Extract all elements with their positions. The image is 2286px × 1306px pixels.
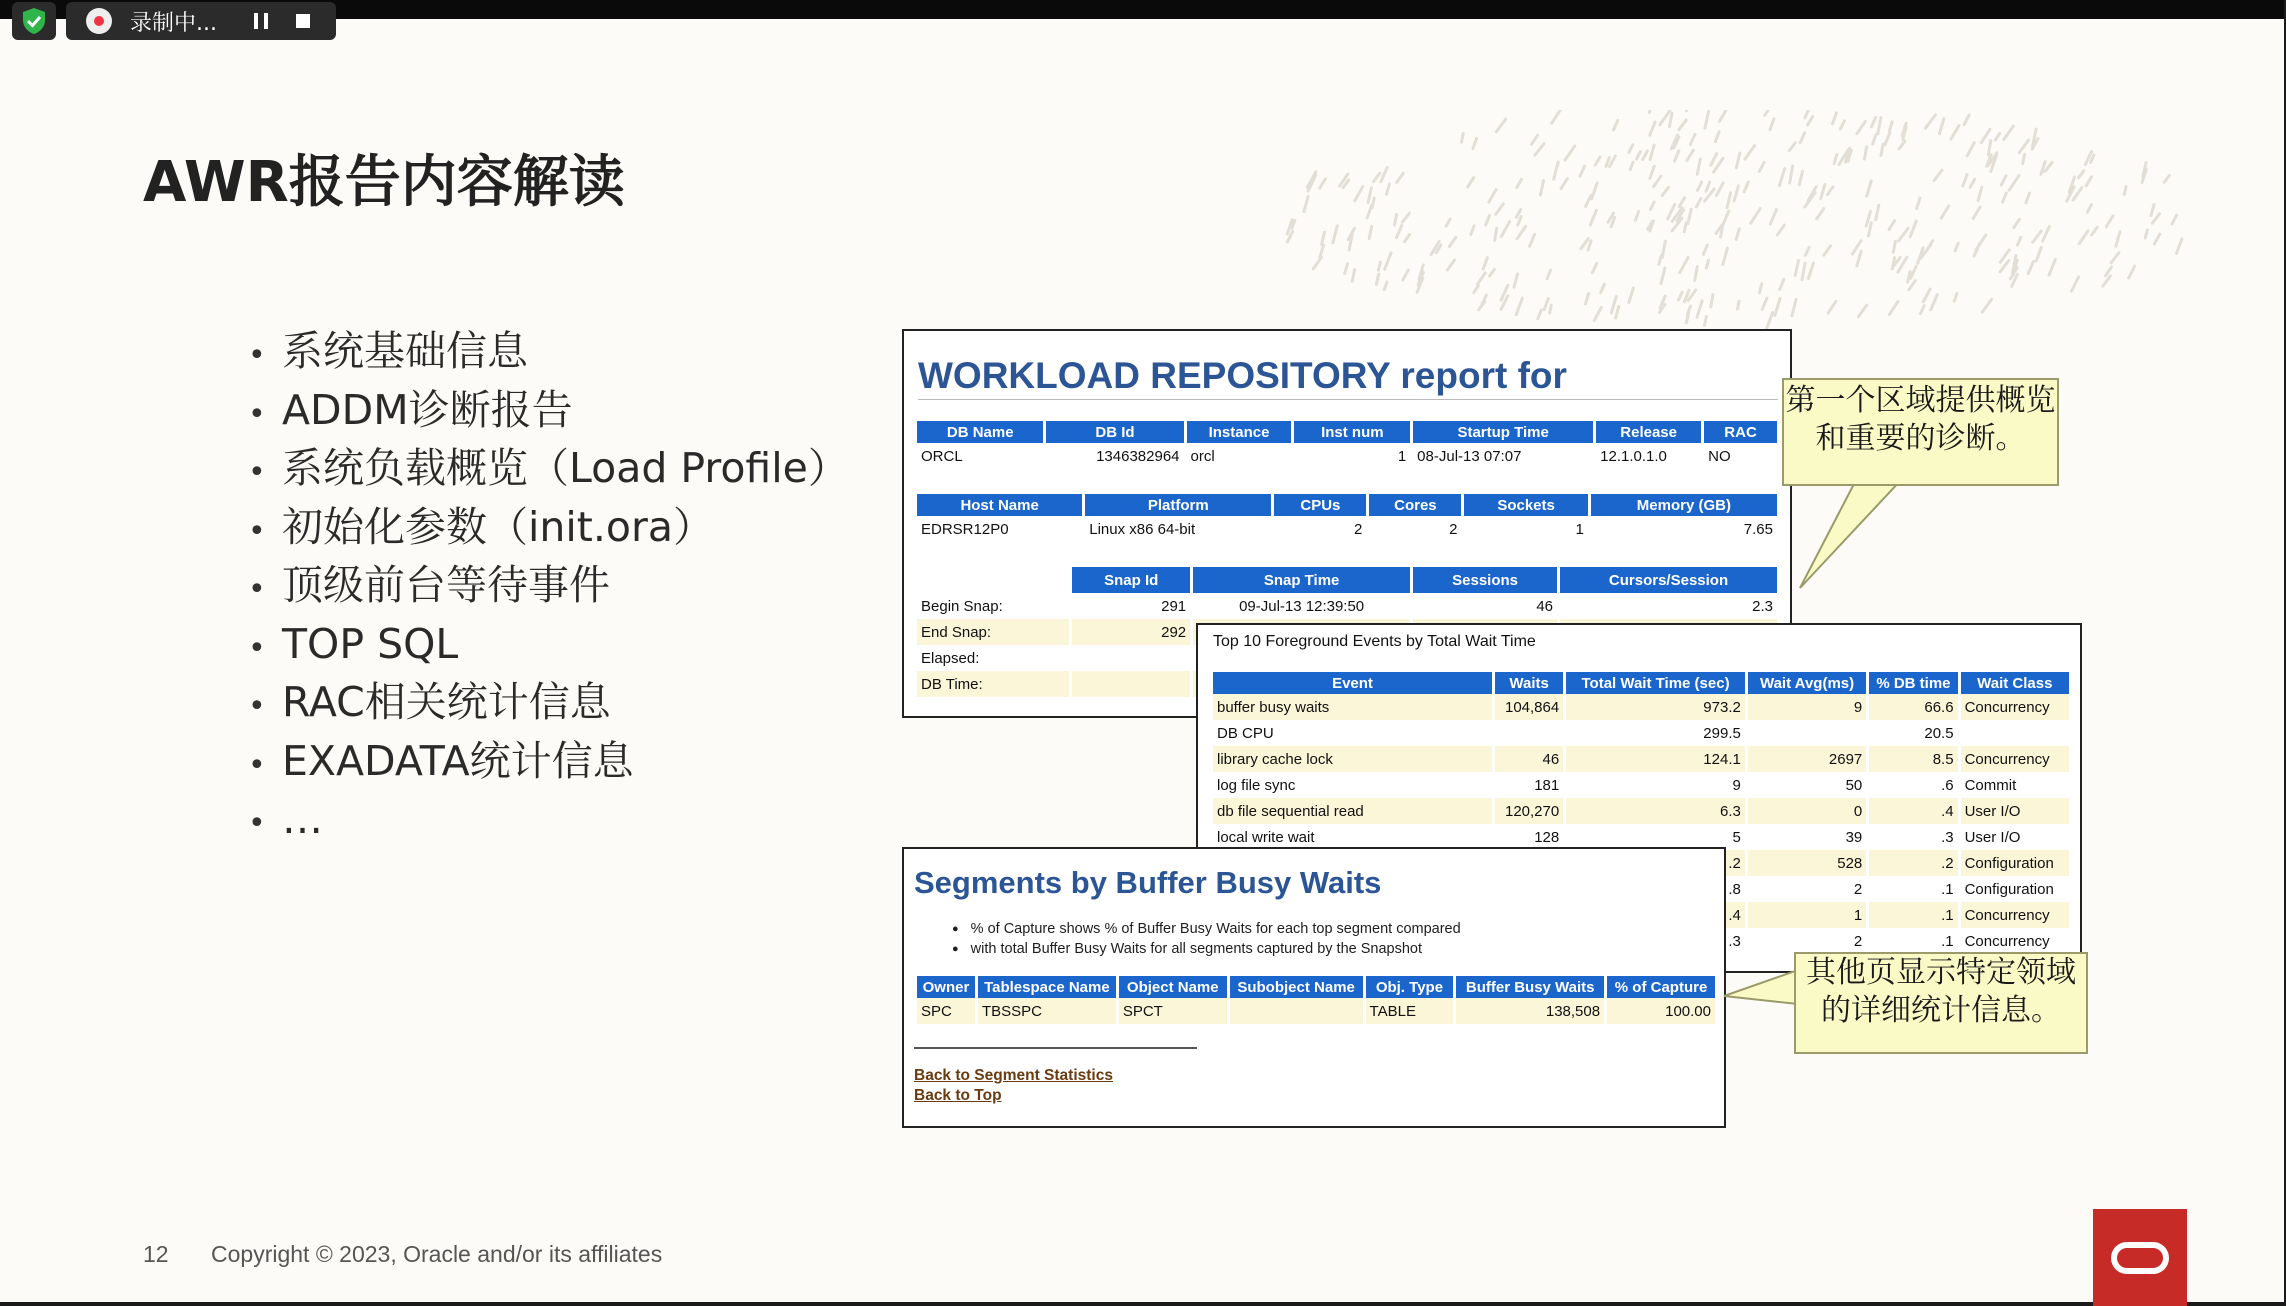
oracle-logo-icon — [2110, 1241, 2170, 1275]
table-cell: .4 — [1566, 902, 1745, 928]
table-cell — [1748, 720, 1866, 746]
table-cell: 291 — [1161, 597, 1187, 615]
topic-item — [248, 556, 849, 615]
table-cell: End Snap: — [917, 619, 1069, 645]
table-cell: 292 — [1072, 619, 1190, 645]
page-number: 12 — [143, 1241, 169, 1267]
col-header: Buffer Busy Waits — [1456, 976, 1604, 998]
table-cell: 1 — [1748, 902, 1866, 928]
table-cell: .6 — [1941, 776, 1954, 794]
table-cell: .1 — [1941, 932, 1954, 950]
decorative-texture — [1260, 110, 2200, 340]
table-cell: Begin Snap: — [921, 597, 1003, 615]
col-header: Host Name — [917, 494, 1082, 516]
table-cell: 100.00 — [1607, 998, 1715, 1024]
topic-item — [248, 439, 849, 498]
col-header: DB Name — [917, 421, 1043, 443]
table-cell: 0 — [1748, 798, 1866, 824]
topic-item — [248, 732, 849, 791]
table-cell: 12.1.0.1.0 — [1600, 447, 1667, 465]
table-cell: .4 — [1869, 798, 1957, 824]
col-header: Sessions — [1413, 567, 1557, 593]
table-cell: 46 — [1495, 746, 1563, 772]
table-cell: User I/O — [1964, 828, 2021, 846]
bullet-marker: • — [248, 630, 266, 666]
table-cell: 9 — [1732, 776, 1741, 794]
table-cell: Commit — [1964, 776, 2017, 794]
col-header: Instance — [1187, 421, 1292, 443]
topic-text: ADDM诊断报告 — [282, 385, 573, 434]
table-cell: 8.5 — [1869, 746, 1957, 772]
col-header: Snap Time — [1193, 567, 1410, 593]
col-header: Cores — [1369, 494, 1461, 516]
note-item: ● % of Capture shows % of Buffer Busy Waits for each top segment compared — [952, 919, 1461, 939]
table-row — [917, 593, 1777, 619]
segments-title: Segments by Buffer Busy Waits — [914, 865, 1382, 900]
table-cell: 1 — [1575, 520, 1584, 538]
segments-screenshot — [902, 847, 1726, 1128]
col-header: RAC — [1704, 421, 1777, 443]
bullet-marker: • — [248, 572, 266, 607]
col-header: Event — [1213, 672, 1492, 694]
table-cell: Concurrency — [1961, 694, 2069, 720]
table-cell: buffer busy waits — [1213, 694, 1492, 720]
table-row — [1213, 746, 2069, 772]
table-cell: library cache lock — [1213, 746, 1492, 772]
table-cell: 09-Jul-13 12:39:50 — [1239, 597, 1365, 615]
events-caption: Top 10 Foreground Events by Total Wait Time — [1213, 633, 1536, 650]
col-header: Wait Class — [1961, 672, 2069, 694]
table-cell: 7.65 — [1743, 520, 1773, 538]
col-header: Obj. Type — [1366, 976, 1454, 998]
table-cell: 20.5 — [1924, 724, 1954, 742]
table-cell: EDRSR12P0 — [921, 520, 1009, 538]
db-info-table — [914, 421, 1780, 469]
pause-icon — [254, 13, 258, 29]
title-divider — [918, 399, 1778, 400]
note-item: ● with total Buffer Busy Waits for all segments captured by the Snapshot — [952, 939, 1461, 959]
table-cell: 104,864 — [1495, 694, 1563, 720]
table-cell: NO — [1708, 447, 1731, 465]
topic-item — [248, 790, 849, 849]
col-header: Subobject Name — [1230, 976, 1363, 998]
col-header: Memory (GB) — [1591, 494, 1777, 516]
table-cell: 2 — [1853, 932, 1863, 950]
recording-toolbar — [66, 2, 336, 40]
table-cell: .2 — [1869, 850, 1957, 876]
overview-callout: 第一个区域提供概览和重要的诊断。 — [1782, 378, 2059, 486]
col-header: Startup Time — [1413, 421, 1593, 443]
section-divider — [914, 1047, 1197, 1049]
copyright-text: Copyright © 2023, Oracle and/or its affiliates — [211, 1241, 663, 1267]
back-to-segment-statistics-link[interactable]: Back to Segment Statistics — [914, 1067, 1113, 1084]
slide-title: AWR报告内容解读 — [143, 150, 625, 215]
table-cell: Configuration — [1961, 850, 2069, 876]
col-header: Waits — [1495, 672, 1563, 694]
table-cell: TBSSPC — [978, 998, 1116, 1024]
host-info-table — [914, 494, 1780, 542]
table-row — [1213, 798, 2069, 824]
table-cell: log file sync — [1217, 776, 1296, 794]
segments-table — [914, 976, 1718, 1024]
table-row — [1213, 720, 2069, 746]
bullet-marker: • — [248, 806, 266, 841]
table-cell — [1072, 671, 1190, 697]
back-to-top-link[interactable]: Back to Top — [914, 1087, 1002, 1104]
table-cell: TABLE — [1366, 998, 1454, 1024]
table-cell: 5 — [1732, 828, 1741, 846]
table-row — [1213, 694, 2069, 720]
col-header: Sockets — [1464, 494, 1587, 516]
shield-check-icon — [20, 6, 48, 36]
table-cell: .3 — [1941, 828, 1954, 846]
topic-item — [248, 498, 849, 557]
table-cell: 39 — [1845, 828, 1863, 846]
col-header: Object Name — [1119, 976, 1227, 998]
topic-list — [248, 322, 849, 849]
table-cell: Linux x86 64-bit — [1089, 520, 1196, 538]
stop-button[interactable] — [296, 14, 310, 28]
segments-notes — [952, 919, 1461, 959]
bullet-marker: • — [248, 455, 266, 490]
table-cell: 1346382964 — [1096, 447, 1180, 465]
table-cell: 138,508 — [1456, 998, 1604, 1024]
table-cell: 9 — [1748, 694, 1866, 720]
table-cell: orcl — [1190, 447, 1215, 465]
table-cell: Concurrency — [1961, 746, 2069, 772]
table-cell: 2 — [1853, 880, 1863, 898]
col-header: Owner — [917, 976, 975, 998]
table-cell: db file sequential read — [1213, 798, 1492, 824]
col-header: Snap Id — [1072, 567, 1190, 593]
topic-text: 系统负载概览（Load Profile） — [282, 444, 849, 492]
table-cell: 181 — [1534, 776, 1560, 794]
detail-callout: 其他页显示特定领域的详细统计信息。 — [1794, 952, 2088, 1054]
topic-text: 初始化参数（init.ora） — [282, 502, 714, 551]
screen-bottom-edge — [0, 1302, 2286, 1306]
oracle-logo — [2093, 1209, 2187, 1306]
report-title: WORKLOAD REPOSITORY report for — [918, 355, 1567, 396]
topic-text: EXADATA统计信息 — [282, 736, 634, 785]
table-cell: .1 — [1941, 880, 1954, 898]
col-header: % of Capture — [1607, 976, 1715, 998]
topic-text: … — [282, 795, 323, 843]
col-header: Release — [1596, 421, 1701, 443]
bullet-marker: • — [248, 689, 266, 724]
table-cell: Concurrency — [1964, 932, 2050, 950]
bullet-marker: • — [248, 513, 266, 549]
table-cell — [1961, 720, 2069, 746]
table-cell: .8 — [1728, 880, 1741, 898]
callout-pointer — [1722, 968, 1802, 1008]
table-cell: 120,270 — [1495, 798, 1563, 824]
table-cell: 1 — [1397, 447, 1407, 465]
table-cell: .1 — [1869, 902, 1957, 928]
table-cell: 6.3 — [1566, 798, 1745, 824]
table-cell: 528 — [1748, 850, 1866, 876]
table-cell: 2 — [1354, 520, 1363, 538]
col-header: Platform — [1085, 494, 1271, 516]
table-cell: 2697 — [1748, 746, 1866, 772]
bullet-marker: • — [248, 338, 266, 373]
table-cell: Concurrency — [1961, 902, 2069, 928]
col-header: Wait Avg(ms) — [1748, 672, 1866, 694]
table-cell: .3 — [1728, 932, 1741, 950]
col-header: Total Wait Time (sec) — [1566, 672, 1745, 694]
callout-pointer — [1796, 478, 1906, 592]
pause-button[interactable] — [254, 13, 268, 29]
table-cell: .2 — [1566, 850, 1745, 876]
table-cell: 2 — [1449, 520, 1458, 538]
table-cell: 128 — [1534, 828, 1560, 846]
table-cell: SPC — [917, 998, 975, 1024]
table-cell: Elapsed: — [921, 649, 980, 667]
col-header: Cursors/Session — [1560, 567, 1777, 593]
table-cell: 124.1 — [1566, 746, 1745, 772]
table-cell: ORCL — [921, 447, 963, 465]
table-cell — [1072, 645, 1190, 671]
table-cell: 66.6 — [1869, 694, 1957, 720]
topic-item — [248, 322, 849, 381]
topic-text: 顶级前台等待事件 — [282, 561, 610, 609]
table-row — [917, 998, 1715, 1024]
col-header: % DB time — [1869, 672, 1957, 694]
table-cell: 973.2 — [1566, 694, 1745, 720]
table-row — [1213, 772, 2069, 798]
topic-item — [248, 673, 849, 732]
col-header: CPUs — [1274, 494, 1366, 516]
table-cell: 2.3 — [1752, 597, 1773, 615]
col-header — [917, 567, 1069, 593]
table-cell: local write wait — [1217, 828, 1315, 846]
col-header: DB Id — [1046, 421, 1183, 443]
table-cell — [1230, 998, 1363, 1024]
table-cell: SPCT — [1119, 998, 1227, 1024]
screen-top-bar — [0, 0, 2286, 19]
table-cell: 08-Jul-13 07:07 — [1417, 447, 1522, 465]
table-cell — [1495, 720, 1563, 746]
col-header: Inst num — [1294, 421, 1410, 443]
table-cell: 50 — [1845, 776, 1863, 794]
table-cell: DB Time: — [917, 671, 1069, 697]
topic-text: 系统基础信息 — [282, 327, 528, 375]
col-header: Tablespace Name — [978, 976, 1116, 998]
table-cell: User I/O — [1961, 798, 2069, 824]
topic-text: TOP SQL — [282, 619, 459, 668]
record-indicator-icon — [86, 8, 112, 34]
recording-status: 录制中... — [130, 10, 217, 36]
bullet-marker: • — [248, 747, 266, 783]
shield-check-button[interactable] — [12, 2, 56, 40]
table-cell: DB CPU — [1217, 724, 1274, 742]
bullet-marker: • — [248, 396, 266, 432]
table-cell: 46 — [1536, 597, 1554, 615]
topic-text: RAC相关统计信息 — [282, 678, 611, 726]
pause-icon-bar — [264, 13, 268, 29]
topic-item — [248, 615, 849, 674]
table-cell: Configuration — [1964, 880, 2054, 898]
topic-item — [248, 381, 849, 440]
table-cell: 299.5 — [1703, 724, 1741, 742]
